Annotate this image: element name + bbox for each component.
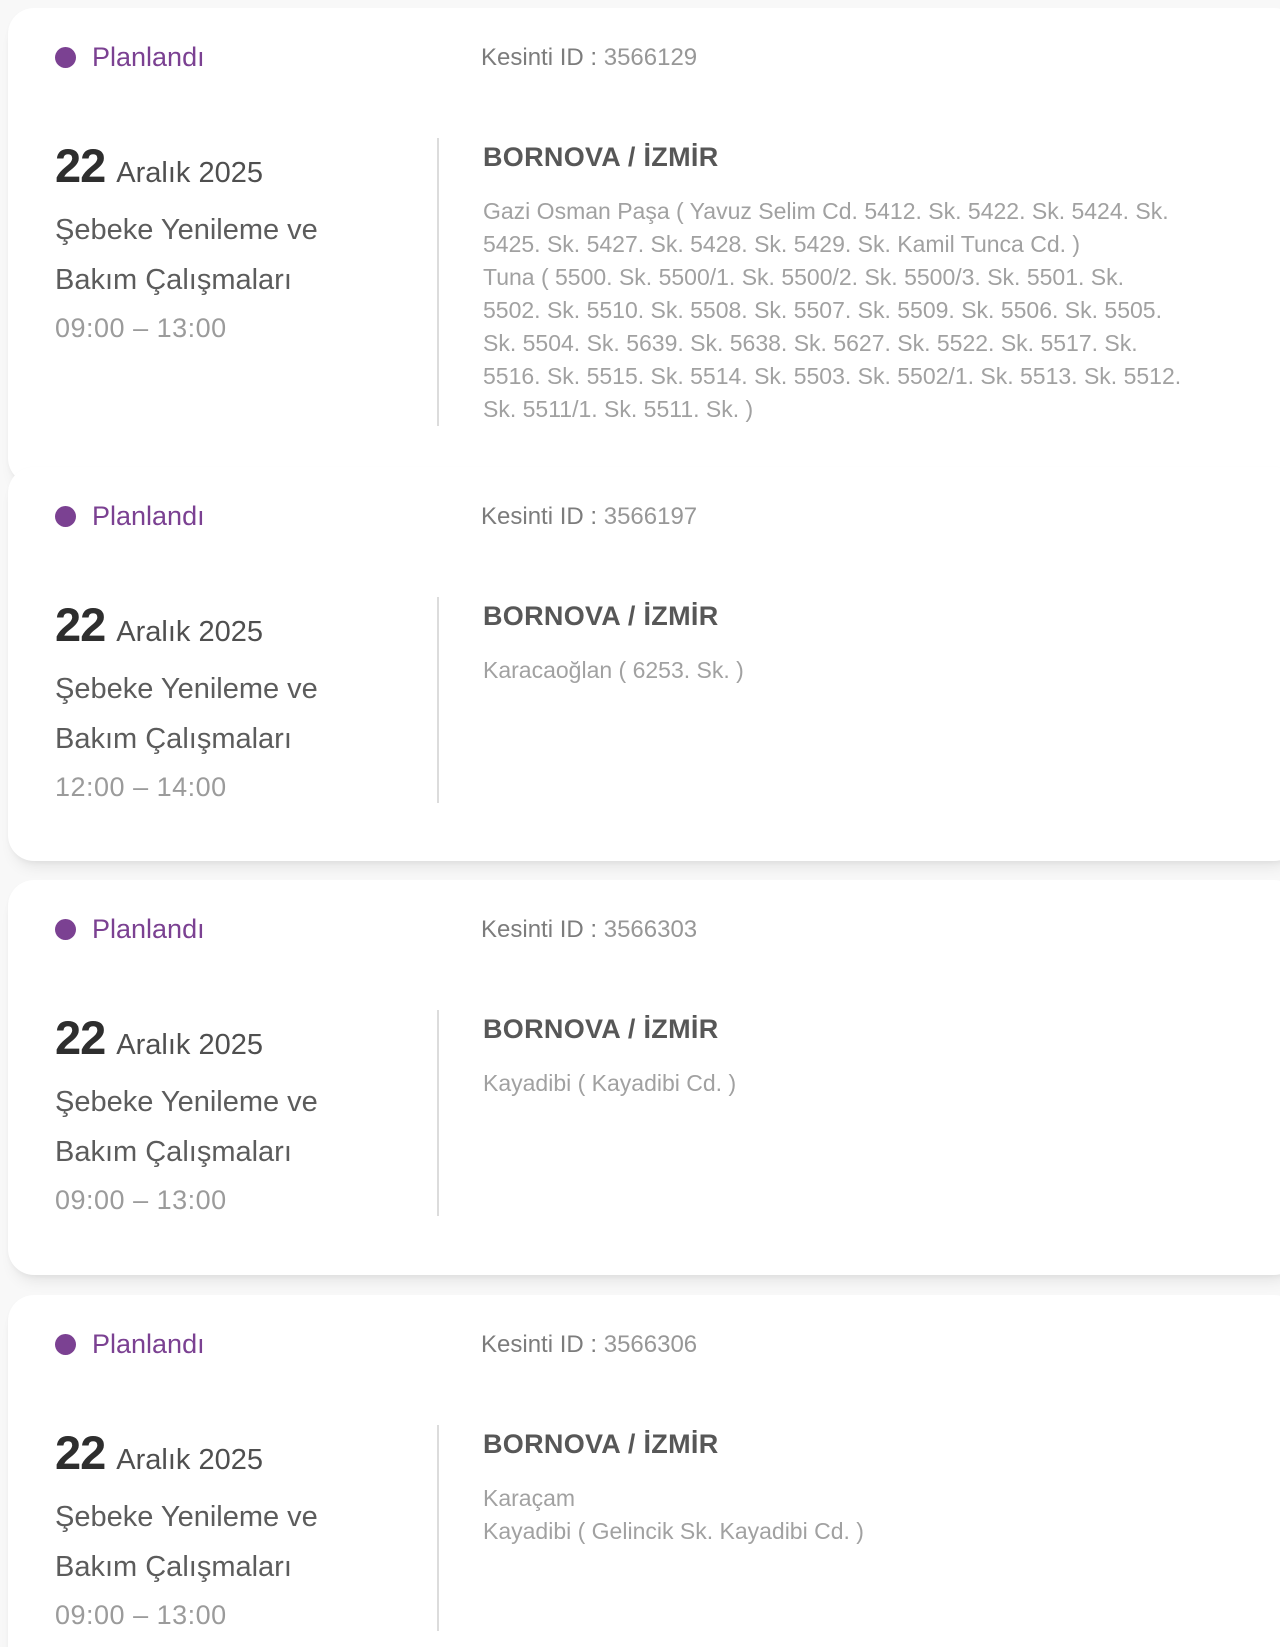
- district-title: BORNOVA / İZMİR: [483, 142, 719, 172]
- schedule-column: [8, 138, 437, 426]
- outage-date: [55, 138, 437, 193]
- outage-id-label: Kesinti ID :: [481, 1331, 598, 1358]
- work-title: Şebeke Yenileme ve Bakım Çalışmaları: [55, 214, 318, 296]
- outage-date: [55, 597, 437, 652]
- date-month-year: Aralık 2025: [116, 157, 263, 189]
- status-dot-icon: [55, 47, 76, 68]
- address-line: Tuna ( 5500. Sk. 5500/1. Sk. 5500/2. Sk. 5500/3. Sk. 5501. Sk. 5502. Sk. 5510. Sk. 5508. Sk. 5507. Sk. 5509. Sk. 5506. Sk. 5505. Sk. 5504. Sk. 5639. Sk. 5638. Sk. 5627. Sk. 5522. Sk. 5517. Sk. 5516. Sk. 5515. Sk. 5514. Sk. 5503. Sk. 5502/1. Sk. 5513. Sk. 5512. Sk. 5511/1. Sk. 5511. Sk. ): [483, 264, 1182, 422]
- time-range: 09:00 – 13:00: [55, 1185, 227, 1215]
- location-column: [437, 138, 1280, 426]
- status-dot-icon: [55, 919, 76, 940]
- outage-id-label: Kesinti ID :: [481, 44, 598, 71]
- outage-card[interactable]: [8, 1295, 1280, 1647]
- date-day: 22: [55, 139, 106, 192]
- work-title: Şebeke Yenileme ve Bakım Çalışmaları: [55, 1501, 318, 1583]
- location-column: [437, 1010, 1280, 1216]
- status-label: Planlandı: [92, 1329, 205, 1359]
- address-line: Kayadibi ( Gelincik Sk. Kayadibi Cd. ): [483, 1518, 864, 1544]
- outage-date: [55, 1010, 437, 1065]
- address-line: Karaçam: [483, 1485, 576, 1511]
- card-header: [8, 42, 1280, 76]
- status-dot-icon: [55, 1334, 76, 1355]
- outage-id-label: Kesinti ID :: [481, 503, 598, 530]
- status-label: Planlandı: [92, 501, 205, 531]
- outage-id-value: 3566306: [603, 1331, 698, 1358]
- date-month-year: Aralık 2025: [116, 1444, 263, 1476]
- card-header: [8, 1329, 1280, 1363]
- location-column: [437, 1425, 1280, 1631]
- card-header: [8, 914, 1280, 948]
- schedule-column: [8, 1425, 437, 1631]
- date-day: 22: [55, 598, 106, 651]
- outage-card[interactable]: [8, 467, 1280, 861]
- address-line: Gazi Osman Paşa ( Yavuz Selim Cd. 5412. Sk. 5422. Sk. 5424. Sk. 5425. Sk. 5427. Sk. 5428. Sk. 5429. Sk. Kamil Tunca Cd. ): [483, 198, 1169, 257]
- outage-id-label: Kesinti ID :: [481, 916, 598, 943]
- outage-id-value: 3566129: [603, 44, 698, 71]
- outage-id: [481, 503, 697, 531]
- outage-id: [481, 1331, 697, 1359]
- address-line: Karacaoğlan ( 6253. Sk. ): [483, 657, 744, 683]
- outage-id: [481, 44, 697, 72]
- status-dot-icon: [55, 506, 76, 527]
- status-label: Planlandı: [92, 914, 205, 944]
- status-label: Planlandı: [92, 42, 205, 72]
- outage-id-value: 3566303: [603, 916, 698, 943]
- district-title: BORNOVA / İZMİR: [483, 1429, 719, 1459]
- outage-date: [55, 1425, 437, 1480]
- location-column: [437, 597, 1280, 803]
- district-title: BORNOVA / İZMİR: [483, 1014, 719, 1044]
- date-day: 22: [55, 1426, 106, 1479]
- outage-card[interactable]: [8, 880, 1280, 1275]
- card-header: [8, 501, 1280, 535]
- schedule-column: [8, 1010, 437, 1216]
- outage-id: [481, 916, 697, 944]
- work-title: Şebeke Yenileme ve Bakım Çalışmaları: [55, 1086, 318, 1168]
- card-body: [8, 597, 1280, 861]
- time-range: 09:00 – 13:00: [55, 313, 227, 343]
- work-title: Şebeke Yenileme ve Bakım Çalışmaları: [55, 673, 318, 755]
- date-month-year: Aralık 2025: [116, 1029, 263, 1061]
- outage-card[interactable]: [8, 8, 1280, 484]
- date-day: 22: [55, 1011, 106, 1064]
- outage-id-value: 3566197: [603, 503, 698, 530]
- time-range: 09:00 – 13:00: [55, 1600, 227, 1630]
- district-title: BORNOVA / İZMİR: [483, 601, 719, 631]
- schedule-column: [8, 597, 437, 803]
- card-body: [8, 1010, 1280, 1274]
- card-body: [8, 1425, 1280, 1647]
- address-line: Kayadibi ( Kayadibi Cd. ): [483, 1070, 737, 1096]
- card-body: [8, 138, 1280, 484]
- time-range: 12:00 – 14:00: [55, 772, 227, 802]
- date-month-year: Aralık 2025: [116, 616, 263, 648]
